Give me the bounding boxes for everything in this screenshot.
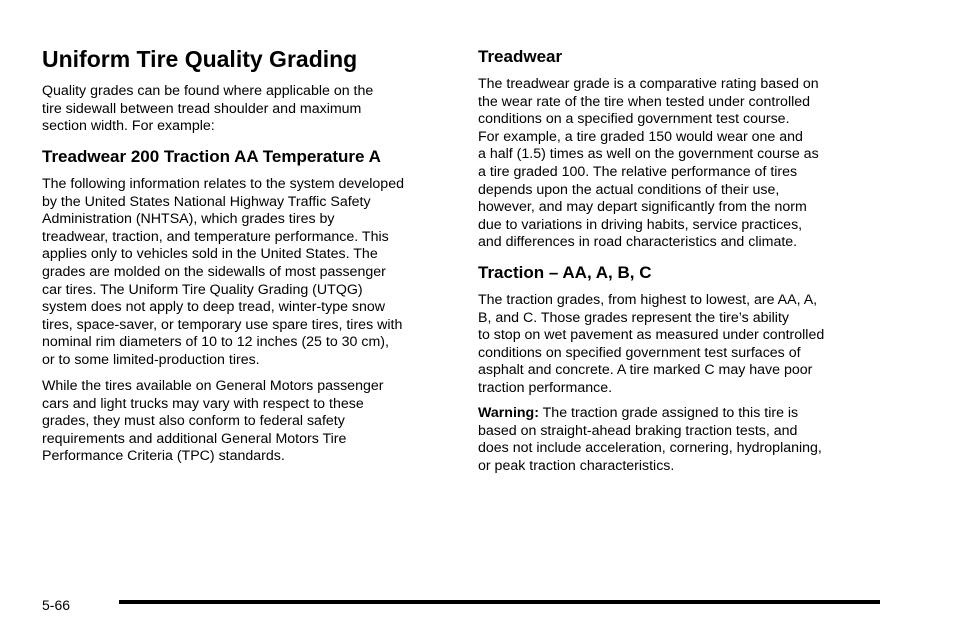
intro-line: tire sidewall between tread shoulder and maximum: [42, 100, 362, 117]
traction-line: to stop on wet pavement as measured under controlled: [478, 327, 825, 344]
traction-line: traction performance.: [478, 379, 613, 396]
utqg-line: nominal rim diameters of 10 to 12 inches (25 to 30 cm),: [42, 334, 389, 351]
gm-line: While the tires available on General Motors passenger: [42, 378, 384, 394]
gm-paragraph: [42, 378, 383, 466]
treadwear-line: a tire graded 100. The relative performance of tires: [478, 163, 798, 180]
traction-line: asphalt and concrete. A tire marked C may have poor: [478, 362, 813, 379]
warning-label: Warning:: [478, 405, 539, 421]
utqg-line: The following information relates to the system developed: [42, 176, 404, 192]
treadwear-line: due to variations in driving habits, service practices,: [478, 216, 803, 233]
gm-line: cars and light trucks may vary with respect to these: [42, 395, 364, 412]
footer-rule: [119, 600, 880, 604]
utqg-line: system does not apply to deep tread, winter-type snow: [42, 299, 386, 316]
warning-line: based on straight-ahead braking traction tests, and: [478, 422, 798, 439]
page-number: 5-66: [42, 597, 71, 613]
treadwear-line: and differences in road characteristics and climate.: [478, 234, 798, 251]
treadwear-line: a half (1.5) times as well on the government course as: [478, 146, 819, 163]
traction-paragraph: [478, 292, 824, 398]
utqg-line: Administration (NHTSA), which grades tires by: [42, 211, 335, 228]
treadwear-line: depends upon the actual conditions of their use,: [478, 181, 780, 198]
gm-line: Performance Criteria (TPC) standards.: [42, 448, 285, 465]
intro-line: section width. For example:: [42, 118, 215, 135]
gm-line: requirements and additional General Motors Tire: [42, 430, 347, 447]
treadwear-line: For example, a tire graded 150 would wear one and: [478, 128, 803, 145]
utqg-line: by the United States National Highway Traffic Safety: [42, 193, 371, 210]
warning-first-line: [478, 405, 822, 423]
utqg-line: or to some limited-production tires.: [42, 351, 260, 368]
traction-line: B, and C. Those grades represent the tire’s ability: [478, 309, 789, 326]
treadwear-paragraph: [478, 76, 819, 252]
gm-line: grades, they must also conform to federal safety: [42, 413, 345, 430]
utqg-line: car tires. The Uniform Tire Quality Grading (UTQG): [42, 281, 363, 298]
warning-line: does not include acceleration, cornering, hydroplaning,: [478, 440, 822, 457]
traction-line: The traction grades, from highest to lowest, are AA, A,: [478, 292, 818, 308]
traction-line: conditions on specified government test surfaces of: [478, 344, 801, 361]
intro-paragraph: [42, 83, 373, 136]
treadwear-line: conditions on a specified government test course.: [478, 111, 790, 128]
utqg-line: applies only to vehicles sold in the United States. The: [42, 246, 378, 263]
example-heading: Treadwear 200 Traction AA Temperature A: [42, 147, 381, 166]
treadwear-heading: Treadwear: [478, 47, 563, 66]
intro-line: Quality grades can be found where applicable on the: [42, 83, 374, 99]
warning-line: or peak traction characteristics.: [478, 457, 675, 474]
treadwear-line: The treadwear grade is a comparative rating based on: [478, 76, 819, 92]
page-title: Uniform Tire Quality Grading: [42, 46, 358, 72]
warning-first-line-text: The traction grade assigned to this tire is: [538, 405, 799, 421]
utqg-line: tires, space-saver, or temporary use spare tires, tires with: [42, 316, 403, 333]
treadwear-line: the wear rate of the tire when tested under controlled: [478, 93, 811, 110]
treadwear-line: however, and may depart significantly from the norm: [478, 199, 807, 216]
utqg-line: grades are molded on the sidewalls of most passenger: [42, 263, 386, 280]
traction-heading: Traction – AA, A, B, C: [478, 263, 652, 282]
warning-paragraph: [478, 405, 822, 475]
utqg-line: treadwear, traction, and temperature performance. This: [42, 228, 389, 245]
utqg-paragraph: [42, 176, 404, 370]
